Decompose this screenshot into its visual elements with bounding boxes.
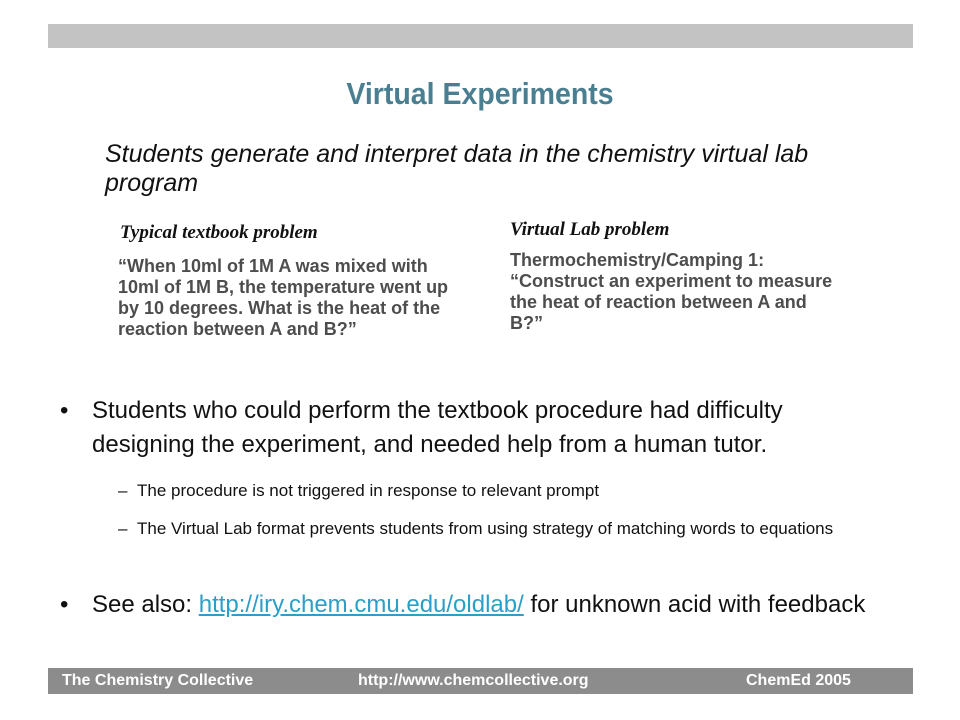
left-column-heading: Typical textbook problem: [120, 222, 318, 243]
slide-title: Virtual Experiments: [346, 76, 614, 111]
bullet-marker: •: [60, 591, 69, 618]
footer-bar: [48, 668, 913, 694]
slide-subtitle: Students generate and interpret data in the chemistry virtual lab program: [105, 140, 809, 197]
sub-bullet-text: The procedure is not triggered in response to relevant prompt: [137, 481, 600, 500]
bullet-marker: •: [60, 397, 69, 424]
bullet-text: [92, 588, 872, 622]
sub-bullet-marker: –: [118, 519, 128, 538]
sub-bullet-text: The Virtual Lab format prevents students from using strategy of matching words to equations: [137, 519, 834, 538]
see-also-suffix: for unknown acid with feedback: [523, 591, 866, 618]
right-column-heading: Virtual Lab problem: [510, 219, 670, 240]
footer-url: http://www.chemcollective.org: [358, 672, 589, 689]
see-also-prefix: See also:: [92, 591, 199, 618]
sub-bullet-marker: –: [118, 481, 128, 500]
oldlab-link[interactable]: http://iry.chem.cmu.edu/oldlab/: [198, 591, 524, 618]
header-bar: [48, 24, 913, 48]
footer-left: The Chemistry Collective: [62, 672, 254, 689]
bullet-text: Students who could perform the textbook procedure had difficulty designing the experiment, and needed help from a human tutor.: [92, 397, 783, 458]
right-column-body: Thermochemistry/Camping 1: “Construct an experiment to measure the heat of reaction between A and B?”: [510, 250, 833, 333]
left-column-body: “When 10ml of 1M A was mixed with 10ml of 1M B, the temperature went up by 10 degrees. What is the heat of the reaction between A and B?”: [118, 256, 449, 339]
footer-right: ChemEd 2005: [746, 672, 851, 689]
